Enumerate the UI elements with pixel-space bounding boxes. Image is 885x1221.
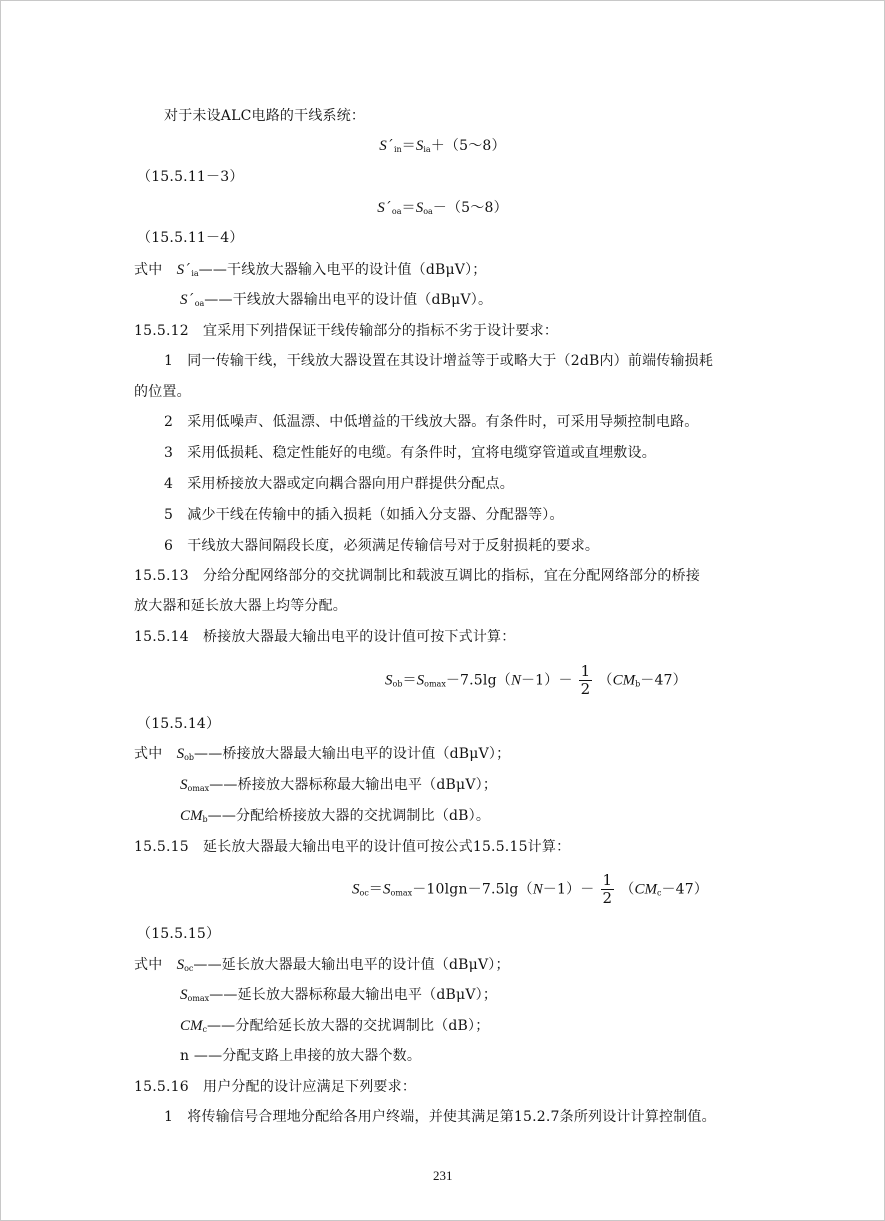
clause-15-5-14: 15.5.14 桥接放大器最大输出电平的设计值可按下式计算： <box>134 629 516 645</box>
equation-number: （15.5.14） <box>137 716 221 732</box>
clause-15-5-13: 15.5.13 分给分配网络部分的交扰调制比和载波互调比的指标，宜在分配网络部分的桥接 <box>134 568 701 584</box>
equation-number: （15.5.11－4） <box>137 230 244 246</box>
equation-s-in: $S´_{in}=S_{ia}+(5\sim 8)$ <box>379 138 506 154</box>
fraction: $\frac{1}{2}$ <box>602 871 613 907</box>
definition-line: 式中 $S´_{ia}——$干线放大器输入电平的设计值（dBμV）； <box>134 262 487 278</box>
formula-15-5-14: $S_{ob}=S_{omax}-7.5\lg(N-1)-$ $\frac{1}{2}$ $(CM_b-47)$ <box>385 662 687 698</box>
list-item: 1 将传输信号合理地分配给各用户终端，并使其满足第15.2.7条所列设计计算控制值。 <box>164 1109 716 1125</box>
equation-s-oa: $S´_{oa}=S_{oa}-(5\sim 8)$ <box>377 200 508 216</box>
definition-line: $CM_b——$分配给桥接放大器的交扰调制比（dB）。 <box>180 808 491 824</box>
definition-line: $S_{omax}——$延长放大器标称最大输出电平（dBμV）； <box>180 987 498 1003</box>
list-item: 6 干线放大器间隔段长度，必须满足传输信号对于反射损耗的要求。 <box>164 538 600 554</box>
clause-15-5-15: 15.5.15 延长放大器最大输出电平的设计值可按公式15.5.15计算： <box>134 839 571 855</box>
definition-line: $S´_{oa}——$干线放大器输出电平的设计值（dBμV）。 <box>180 292 493 308</box>
clause-15-5-12: 15.5.12 宜采用下列措保证干线传输部分的指标不劣于设计要求： <box>134 323 559 339</box>
page-number: 231 <box>433 1168 453 1183</box>
alc-intro: 对于未设ALC电路的干线系统： <box>164 108 366 124</box>
list-item: 1 同一传输干线，干线放大器设置在其设计增益等于或略大于（2dB内）前端传输损耗 <box>164 353 714 369</box>
definition-line: n ——分配支路上串接的放大器个数。 <box>180 1048 422 1064</box>
definition-line: $CM_c——$分配给延长放大器的交扰调制比（dB）； <box>180 1018 490 1034</box>
definition-line: $S_{omax}——$桥接放大器标称最大输出电平（dBμV）； <box>180 777 498 793</box>
definition-line: 式中 $S_{ob}——$桥接放大器最大输出电平的设计值（dBμV）； <box>134 746 511 762</box>
definition-line: 式中 $S_{oc}——$延长放大器最大输出电平的设计值（dBμV）； <box>134 957 510 973</box>
equation-number: （15.5.15） <box>137 926 221 942</box>
list-item: 4 采用桥接放大器或定向耦合器向用户群提供分配点。 <box>164 476 514 492</box>
clause-continuation: 放大器和延长放大器上均等分配。 <box>134 598 347 614</box>
list-item: 5 减少干线在传输中的插入损耗（如插入分支器、分配器等）。 <box>164 507 564 523</box>
list-item: 2 采用低噪声、低温漂、中低增益的干线放大器。有条件时，可采用导频控制电路。 <box>164 414 699 430</box>
formula-15-5-15: $S_{oc}=S_{omax}-10\lg n-7.5\lg(N-1)-$ $\frac{1}{2}$ $(CM_c-47)$ <box>352 871 709 907</box>
list-item: 3 采用低损耗、稳定性能好的电缆。有条件时，宜将电缆穿管道或直埋敷设。 <box>164 445 656 461</box>
list-item-continuation: 的位置。 <box>134 384 191 400</box>
clause-15-5-16: 15.5.16 用户分配的设计应满足下列要求： <box>134 1079 417 1095</box>
fraction: $\frac{1}{2}$ <box>580 662 591 698</box>
equation-number: （15.5.11－3） <box>137 169 244 185</box>
